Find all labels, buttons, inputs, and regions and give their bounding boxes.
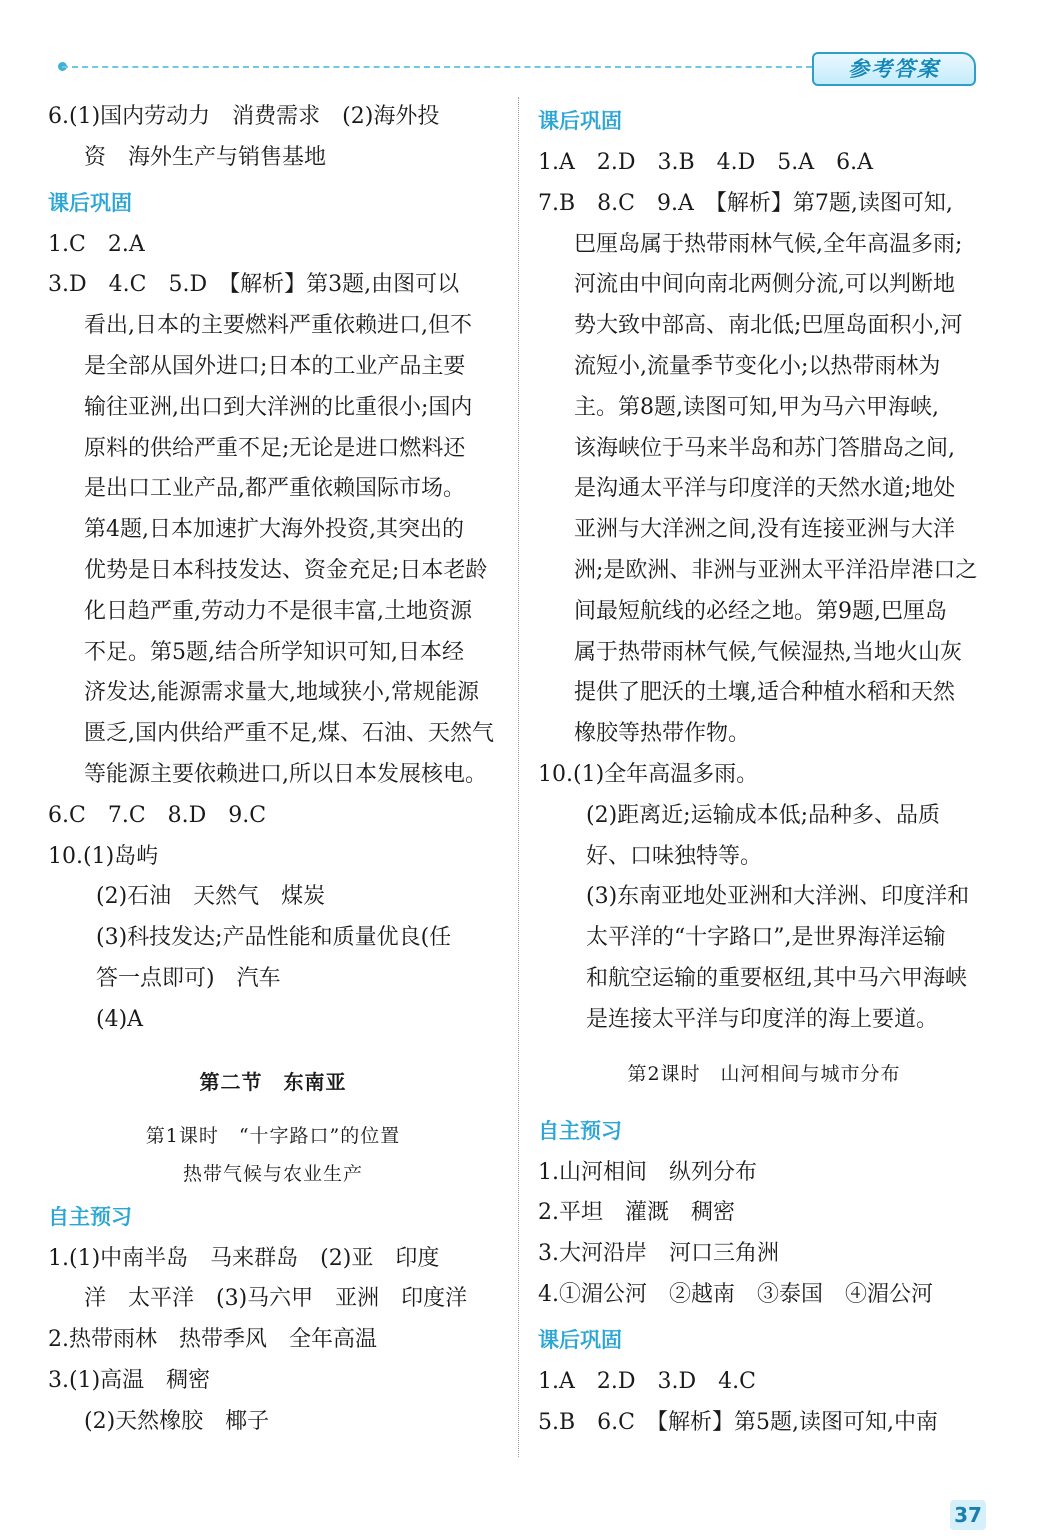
- answer-line: 好、口味独特等。: [586, 843, 763, 869]
- lesson-title: 第2课时 山河相间与城市分布: [627, 1062, 901, 1085]
- answer-line: 橡胶等热带作物。: [574, 721, 751, 747]
- answer-line: 2.热带雨林 热带季风 全年高温: [48, 1327, 377, 1353]
- answer-line: 2.平坦 灌溉 稠密: [538, 1200, 735, 1226]
- answer-line: 1.A 2.D 3.D 4.C: [538, 1368, 756, 1394]
- answer-line: 3.D 4.C 5.D 【解析】第3题,由图可以: [48, 272, 460, 298]
- answer-line: 10.(1)岛屿: [48, 843, 159, 869]
- answer-line: 是沟通太平洋与印度洋的天然水道;地处: [574, 476, 956, 502]
- answer-line: 看出,日本的主要燃料严重依赖进口,但不: [84, 313, 472, 339]
- answer-line: 势大致中部高、南北低;巴厘岛面积小,河: [574, 313, 963, 339]
- answer-line: 化日趋严重,劳动力不是很丰富,土地资源: [84, 598, 472, 624]
- lesson-title: 第1课时 “十字路口”的位置: [145, 1124, 401, 1147]
- answer-line: 优势是日本科技发达、资金充足;日本老龄: [84, 557, 488, 583]
- answer-line: 和航空运输的重要枢纽,其中马六甲海峡: [586, 965, 967, 991]
- answer-line: 洋 太平洋 (3)马六甲 亚洲 印度洋: [84, 1286, 468, 1312]
- answer-line: 主。第8题,读图可知,甲为马六甲海峡,: [574, 394, 939, 420]
- answer-line: 太平洋的“十字路口”,是世界海洋运输: [586, 925, 946, 951]
- answer-line: 答一点即可) 汽车: [96, 965, 281, 991]
- answer-line: 资 海外生产与销售基地: [84, 144, 327, 170]
- answer-line: 10.(1)全年高温多雨。: [538, 761, 759, 787]
- section-heading: 课后巩固: [538, 109, 622, 133]
- answer-line: 1.山河相间 纵列分布: [538, 1159, 757, 1185]
- answer-line: 属于热带雨林气候,气候湿热,当地火山灰: [574, 639, 962, 665]
- page-number: 37: [950, 1500, 986, 1530]
- section-title: 第二节 东南亚: [199, 1069, 347, 1094]
- spacer: [538, 1041, 990, 1055]
- header-dashed-line: [62, 66, 812, 68]
- answer-line: 提供了肥沃的土壤,适合种植水稻和天然: [574, 680, 955, 706]
- answer-line: (3)科技发达;产品性能和质量优良(任: [96, 925, 452, 951]
- answer-line: 河流由中间向南北两侧分流,可以判断地: [574, 272, 955, 298]
- answer-line: 是出口工业产品,都严重依赖国际市场。: [84, 476, 465, 502]
- lesson-subtitle: 热带气候与农业生产: [182, 1162, 363, 1185]
- answer-line: (2)石油 天然气 煤炭: [96, 884, 326, 910]
- answer-line: 1.(1)中南半岛 马来群岛 (2)亚 印度: [48, 1245, 440, 1271]
- right-column: [538, 97, 990, 1443]
- answer-line: 不足。第5题,结合所学知识可知,日本经: [84, 639, 464, 665]
- answer-line: 济发达,能源需求量大,地域狭小,常规能源: [84, 680, 479, 706]
- answer-line: 输往亚洲,出口到大洋洲的比重很小;国内: [84, 394, 473, 420]
- spacer: [538, 1093, 990, 1107]
- answer-line: 4.①湄公河 ②越南 ③泰国 ④湄公河: [538, 1281, 933, 1307]
- answer-line: 洲;是欧洲、非洲与亚洲太平洋沿岸港口之: [574, 557, 978, 583]
- section-heading: 课后巩固: [48, 190, 132, 215]
- answer-line: 3.大河沿岸 河口三角洲: [538, 1241, 779, 1267]
- answer-line: 匮乏,国内供给严重不足,煤、石油、天然气: [84, 721, 494, 747]
- answer-line: (2)天然橡胶 椰子: [84, 1408, 270, 1434]
- answer-line: (4)A: [96, 1006, 144, 1032]
- answer-line: 1.C 2.A: [48, 231, 145, 257]
- left-column: [48, 97, 498, 1443]
- answer-line: 亚洲与大洋洲之间,没有连接亚洲与大洋: [574, 517, 955, 543]
- answer-line: 6.C 7.C 8.D 9.C: [48, 802, 267, 828]
- answer-line: 原料的供给严重不足;无论是进口燃料还: [84, 435, 466, 461]
- answer-line: 是全部从国外进口;日本的工业产品主要: [84, 353, 466, 379]
- answer-line: 6.(1)国内劳动力 消费需求 (2)海外投: [48, 104, 440, 129]
- answer-line: 7.B 8.C 9.A 【解析】第7题,读图可知,: [538, 190, 953, 216]
- answer-line: 5.B 6.C 【解析】第5题,读图可知,中南: [538, 1409, 938, 1435]
- answer-key-badge: 参考答案: [812, 52, 976, 86]
- answer-line: (2)距离近;运输成本低;品种多、品质: [586, 802, 940, 828]
- section-heading: 自主预习: [538, 1118, 622, 1143]
- answer-line: 巴厘岛属于热带雨林气候,全年高温多雨;: [574, 231, 963, 257]
- answer-line: 3.(1)高温 稠密: [48, 1367, 211, 1393]
- answer-line: 该海峡位于马来半岛和苏门答腊岛之间,: [574, 435, 955, 461]
- section-heading: 课后巩固: [538, 1327, 622, 1352]
- answer-line: 等能源主要依赖进口,所以日本发展核电。: [84, 761, 487, 787]
- section-heading: 自主预习: [48, 1204, 132, 1229]
- answer-line: 1.A 2.D 3.B 4.D 5.A 6.A: [538, 150, 874, 175]
- answer-line: 是连接太平洋与印度洋的海上要道。: [586, 1006, 939, 1032]
- answer-line: 间最短航线的必经之地。第9题,巴厘岛: [574, 598, 947, 624]
- answer-line: 流短小,流量季节变化小;以热带雨林为: [574, 353, 941, 379]
- answer-line: 第4题,日本加速扩大海外投资,其突出的: [84, 517, 464, 543]
- column-divider: [518, 97, 519, 1457]
- answer-line: (3)东南亚地处亚洲和大洋洲、印度洋和: [586, 884, 970, 910]
